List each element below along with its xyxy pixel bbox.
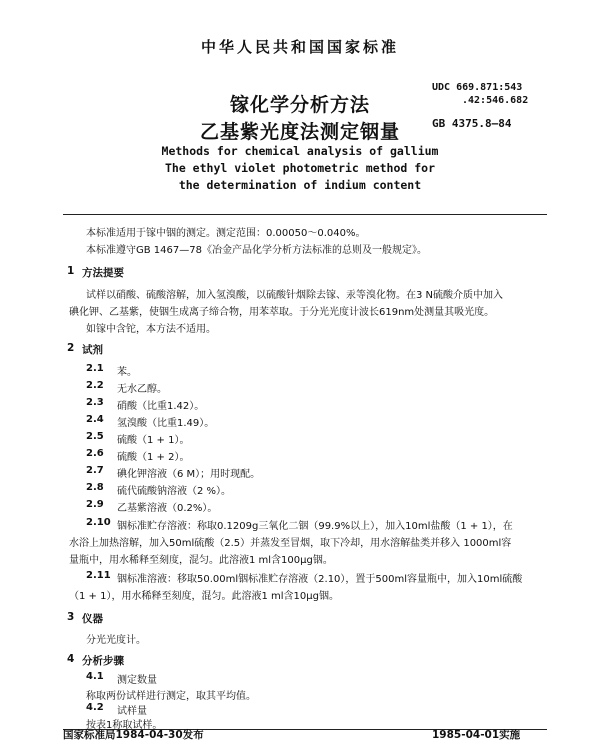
section-2-title: 试剂: [82, 344, 103, 356]
section-3-number: 3: [67, 611, 75, 623]
title-cn-line1: 镓化学分析方法: [229, 94, 370, 116]
reagent-2-8-text: 硫代硫酸钠溶液（2 %）。: [117, 486, 232, 497]
section-3-title: 仪器: [82, 613, 103, 625]
reagent-2-1-number: 2.1: [86, 363, 104, 374]
section-4-title: 分析步骤: [82, 655, 124, 667]
compliance-text: 本标准遵守GB 1467—78《冶金产品化学分析方法标准的总则及一般规定》。: [86, 245, 427, 256]
header-divider: [63, 214, 547, 215]
udc-code-line2: .42:546.682: [462, 95, 529, 106]
step-4-2-title: 试样量: [117, 706, 147, 717]
reagent-2-3-text: 硝酸（比重1.42）。: [117, 401, 205, 412]
reagent-2-10-line2: 水浴上加热溶解，加入50ml硫酸（2.5）并蒸发至冒烟，取下冷却，用水溶解盐类并移入 1000ml容: [69, 538, 512, 549]
reagent-2-4-number: 2.4: [86, 414, 104, 425]
reagent-2-6-text: 硫酸（1 + 2）。: [117, 452, 190, 463]
effective-date: 1985-04-01实施: [432, 729, 521, 741]
reagent-2-10-number: 2.10: [86, 517, 111, 528]
reagent-2-10-line1: 铟标准贮存溶液：称取0.1209g三氧化二铟（99.9%以上），加入10ml盐酸（1 + 1），在: [117, 521, 513, 532]
reagent-2-11-line1: 铟标准溶液：移取50.00ml铟标准贮存溶液（2.10），置于500ml容量瓶中，加入10ml硫酸: [117, 574, 523, 585]
section-1-line1: 试样以硝酸、硫酸溶解，加入氢溴酸，以硫酸针烟除去镓、汞等溴化物。在3 N硫酸介质中加入: [86, 290, 504, 301]
section-1-title: 方法提要: [82, 267, 124, 279]
reagent-2-11-line2: （1 + 1），用水稀释至刻度，混匀。此溶液1 ml含10μg铟。: [69, 591, 339, 602]
reagent-2-7-number: 2.7: [86, 465, 104, 476]
reagent-2-2-text: 无水乙醇。: [117, 384, 167, 395]
section-2-number: 2: [67, 342, 75, 354]
reagent-2-4-text: 氢溴酸（比重1.49）。: [117, 418, 215, 429]
gb-code: GB 4375.8—84: [432, 117, 512, 130]
title-en-line1: Methods for chemical analysis of gallium: [161, 144, 439, 158]
section-1-line3: 如镓中含铊，本方法不适用。: [86, 324, 216, 335]
step-4-2-number: 4.2: [86, 702, 104, 713]
reagent-2-8-number: 2.8: [86, 482, 104, 493]
title-en-line2: The ethyl violet photometric method for: [164, 161, 436, 175]
reagent-2-5-text: 硫酸（1 + 1）。: [117, 435, 190, 446]
reagent-2-2-number: 2.2: [86, 380, 104, 391]
reagent-2-1-text: 苯。: [117, 367, 137, 378]
issued-date: 国家标准局1984-04-30发布: [63, 729, 204, 741]
reagent-2-6-number: 2.6: [86, 448, 104, 459]
step-4-1-text: 称取两份试样进行测定，取其平均值。: [86, 691, 256, 702]
scope-text: 本标准适用于镓中铟的测定。测定范围：0.00050～0.040%。: [86, 228, 366, 239]
reagent-2-9-text: 乙基紫溶液（0.2%）。: [117, 503, 218, 514]
reagent-2-10-line3: 量瓶中，用水稀释至刻度，混匀。此溶液1 ml含100μg铟。: [69, 555, 333, 566]
step-4-2-text: 按表1称取试样。: [86, 720, 163, 731]
title-en-line3: the determination of indium content: [178, 178, 422, 192]
step-4-1-number: 4.1: [86, 671, 104, 682]
reagent-2-3-number: 2.3: [86, 397, 104, 408]
section-1-line2: 碘化钾、乙基紫，使铟生成离子缔合物，用苯萃取。于分光光度计波长619nm处测量其吸光度。: [69, 307, 495, 318]
reagent-2-11-number: 2.11: [86, 570, 111, 581]
reagent-2-7-text: 碘化钾溶液（6 M）；用时现配。: [117, 469, 261, 480]
section-4-number: 4: [67, 653, 75, 665]
title-cn-line2: 乙基紫光度法测定铟量: [199, 121, 400, 143]
section-3-text: 分光光度计。: [86, 635, 146, 646]
reagent-2-9-number: 2.9: [86, 499, 104, 510]
section-1-number: 1: [67, 265, 75, 277]
reagent-2-5-number: 2.5: [86, 431, 104, 442]
step-4-1-title: 测定数量: [117, 675, 157, 686]
national-standard-heading: 中华人民共和国国家标准: [200, 38, 399, 56]
udc-code-line1: UDC 669.871:543: [432, 82, 523, 93]
